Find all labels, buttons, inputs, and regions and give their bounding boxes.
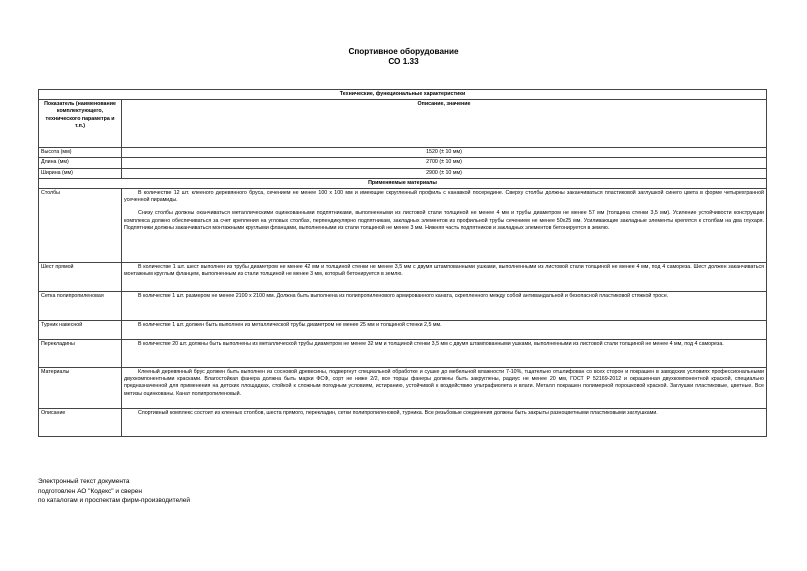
row-description	[122, 292, 767, 321]
section-header-row	[39, 90, 767, 100]
description-paragraph: В количестве 1 шт. шест выполнен из трубы диаметром не менее 42 мм и толщиной стенки не менее 3,5 мм с двумя штампованными ушками, выполненными из листовой стали толщиной не менее 4 мм, под 4 самореза. Шест должен заканчиваться монтажным круглым фланцем, выполненным из стали толщиной не менее 3 мм, который бетонируется в землю.	[124, 264, 764, 278]
row-param: Сетка полипропиленовая	[39, 292, 122, 321]
section-technical-title: Технические, функциональные характеристики	[39, 90, 767, 100]
row-value: 1520 (± 10 мм)	[122, 148, 767, 158]
description-paragraph: В количестве 1 шт. должен быть выполнен из металлической трубы диаметром не менее 25 мм и толщиной стенки 2,5 мм.	[138, 322, 442, 329]
row-param: Турник навесной	[39, 321, 122, 340]
row-value: 2900 (± 10 мм)	[122, 168, 767, 178]
row-description	[122, 189, 767, 263]
table-row	[39, 321, 767, 340]
section-materials-title: Применяемые материалы	[39, 178, 767, 188]
table-row	[39, 409, 767, 437]
table-row	[39, 189, 767, 263]
column-header-row	[39, 100, 767, 148]
spec-table	[38, 89, 767, 437]
row-description	[122, 340, 767, 368]
footer-line: Электронный текст документа	[38, 478, 130, 485]
section-header-row	[39, 178, 767, 188]
column-header-desc: Описание, значение	[122, 100, 767, 148]
row-param: Столбы	[39, 189, 122, 263]
table-row	[39, 292, 767, 321]
row-param: Высота (мм)	[39, 148, 122, 158]
table-row	[39, 158, 767, 168]
document-code: СО 1.33	[388, 57, 419, 66]
table-row	[39, 168, 767, 178]
description-paragraph: Спортивный комплекс состоит из клееных столбов, шеста прямого, перекладин, сетки полипропиленовой, турника. Все резьбовые соединения должны быть закрыты разноцветными пластиковыми заглушками.	[138, 410, 658, 417]
column-header-param: Показатель (наименование комплектующего, технического параметра и т.п.)	[39, 100, 122, 148]
footer-line: по каталогам и проспектам фирм-производителей	[38, 497, 191, 505]
footer-note	[38, 477, 190, 506]
row-description	[122, 321, 767, 340]
row-description	[122, 368, 767, 409]
table-row	[39, 148, 767, 158]
page-title: Спортивное оборудование	[348, 47, 459, 56]
row-param: Шест прямой	[39, 263, 122, 292]
description-paragraph: Снизу столбы должны оканчиваться металлическими оцинкованными подпятниками, выполненными из листовой стали толщиной не менее 4 мм и трубы диаметром не менее 57 мм (толщина стенки 3,5 мм). Усиление устойчивости конструкции комплекса должно обеспечиваться за счет крепления на угловых столбах, перпендикулярно подпятникам, закладных элементов из профильной трубы сечением не менее 50х25 мм. Усиливающие закладные элементы крепятся к столбам на два глухаря. Подпятники должны заканчиваться монтажными круглыми фланцами, выполненными из стали толщиной не менее 3 мм. Нижняя часть подпятников и закладных элементов бетонируется в землю.	[124, 210, 764, 231]
row-description	[122, 263, 767, 292]
table-row	[39, 340, 767, 368]
row-description	[122, 409, 767, 437]
description-paragraph: Клееный деревянный брус должен быть выполнен из сосновой древесины, подвергнут специальной обработке и сушке до мебельной влажности 7-10%, тщательно отшлифован со всех сторон и покрашен в заводских условиях профессиональными двухкомпонентными красками. Влагостойкая фанера должна быть марки ФСФ, сорт не ниже 2/2, все торцы фанеры должны быть закруглены, радиус не менее 20 мм, ГОСТ Р 52169-2012 и окрашенная двухкомпонентной краской, специально предназначенной для применения на детских площадках, стойкой к сложным погодным условиям, истиранию, устойчивой к воздействию ультрафиолета и влаги. Металл покрашен полимерной порошковой краской. Заглушки пластиковые, цветные. Все метизы оцинкованы. Канат полипропиленовый.	[124, 369, 764, 397]
description-paragraph: В количестве 1 шт. размером не менее 2100 х 2100 мм. Должна быть выполнена из полипропиленового армированного каната, скрепленного между собой антивандальной и безопасной пластиковой стяжкой тросе.	[138, 293, 669, 300]
footer-line: подготовлен АО "Кодекс" и сверен	[38, 487, 142, 495]
row-param: Описание	[39, 409, 122, 437]
row-value: 2700 (± 10 мм)	[122, 158, 767, 168]
row-param: Материалы	[39, 368, 122, 409]
description-paragraph: В количестве 20 шт. должны быть выполнены из металлической трубы диаметром не менее 32 мм и толщиной стенки 3,5 мм с двумя штампованными ушками, выполненными из листовой стали толщиной не менее 4 мм, под 4 самореза.	[138, 341, 724, 348]
row-param: Ширина (мм)	[39, 168, 122, 178]
table-row	[39, 368, 767, 409]
row-param: Перекладины	[39, 340, 122, 368]
row-param: Длина (мм)	[39, 158, 122, 168]
description-paragraph: В количестве 12 шт. клееного деревянного бруса, сечением не менее 100 х 100 мм и имеющие скругленный профиль с канавкой посередине. Сверху столбы должны заканчиваться пластиковой заглушкой синего цвета в форме четырехгранной усеченной пирамиды.	[124, 190, 764, 204]
table-row	[39, 263, 767, 292]
